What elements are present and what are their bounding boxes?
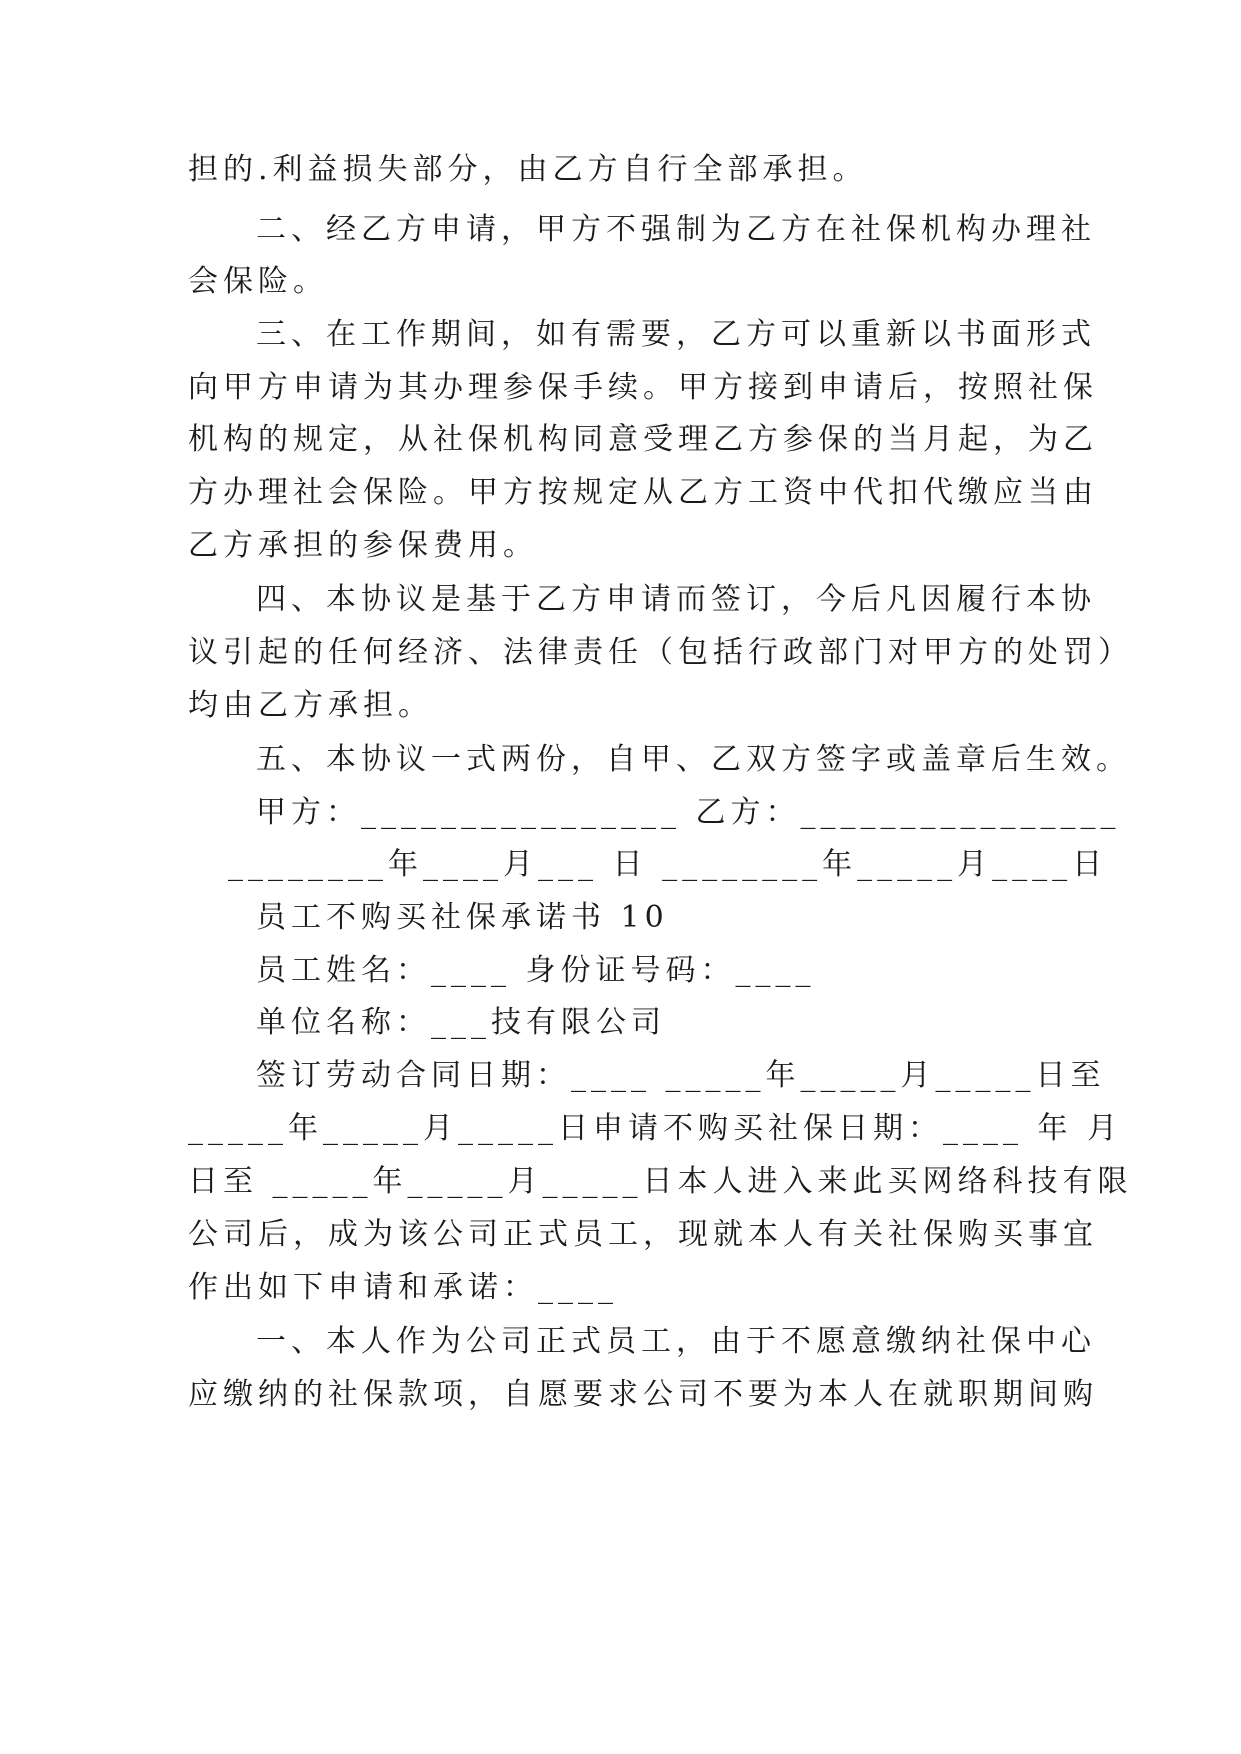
paragraph-line: 均由乙方承担。 [188,688,433,723]
form-field-line: 员工姓名：____ 身份证号码：____ [256,953,816,988]
paragraph-line: _____年_____月_____日申请不购买社保日期：____ 年 月 [188,1111,1123,1146]
paragraph-line: 作出如下申请和承诺：____ [188,1270,618,1305]
paragraph-line: 机构的规定，从社保机构同意受理乙方参保的当月起，为乙 [188,422,1098,457]
paragraph-line: 五、本协议一式两份，自甲、乙双方签字或盖章后生效。 [256,742,1131,777]
paragraph-line: 议引起的任何经济、法律责任（包括行政部门对甲方的处罚） [188,635,1133,670]
paragraph-line: 二、经乙方申请，甲方不强制为乙方在社保机构办理社 [256,212,1096,247]
paragraph-line: 三、在工作期间，如有需要，乙方可以重新以书面形式 [256,317,1096,352]
paragraph-line: 乙方承担的参保费用。 [188,528,538,563]
form-field-line: 签订劳动合同日期：____ _____年_____月_____日至 [256,1058,1106,1093]
paragraph-line: 方办理社会保险。甲方按规定从乙方工资中代扣代缴应当由 [188,475,1098,510]
signature-line: 甲方：________________ 乙方：________________ [256,795,1121,830]
paragraph-line: 四、本协议是基于乙方申请而签订，今后凡因履行本协 [256,582,1096,617]
paragraph-line: 日至 _____年_____月_____日本人进入来此买网络科技有限 [188,1164,1133,1199]
paragraph-line: 公司后，成为该公司正式员工，现就本人有关社保购买事宜 [188,1217,1098,1252]
paragraph-line: 一、本人作为公司正式员工，由于不愿意缴纳社保中心 [256,1324,1096,1359]
date-line: ________年____月___ 日 ________年_____月____日 [228,847,1108,882]
paragraph-line: 应缴纳的社保款项，自愿要求公司不要为本人在就职期间购 [188,1377,1098,1412]
paragraph-line: 向甲方申请为其办理参保手续。甲方接到申请后，按照社保 [188,370,1098,405]
paragraph-line: 担的.利益损失部分，由乙方自行全部承担。 [188,152,868,187]
paragraph-line: 会保险。 [188,264,328,299]
form-field-line: 单位名称：___技有限公司 [256,1005,666,1040]
section-title: 员工不购买社保承诺书 10 [256,900,669,935]
